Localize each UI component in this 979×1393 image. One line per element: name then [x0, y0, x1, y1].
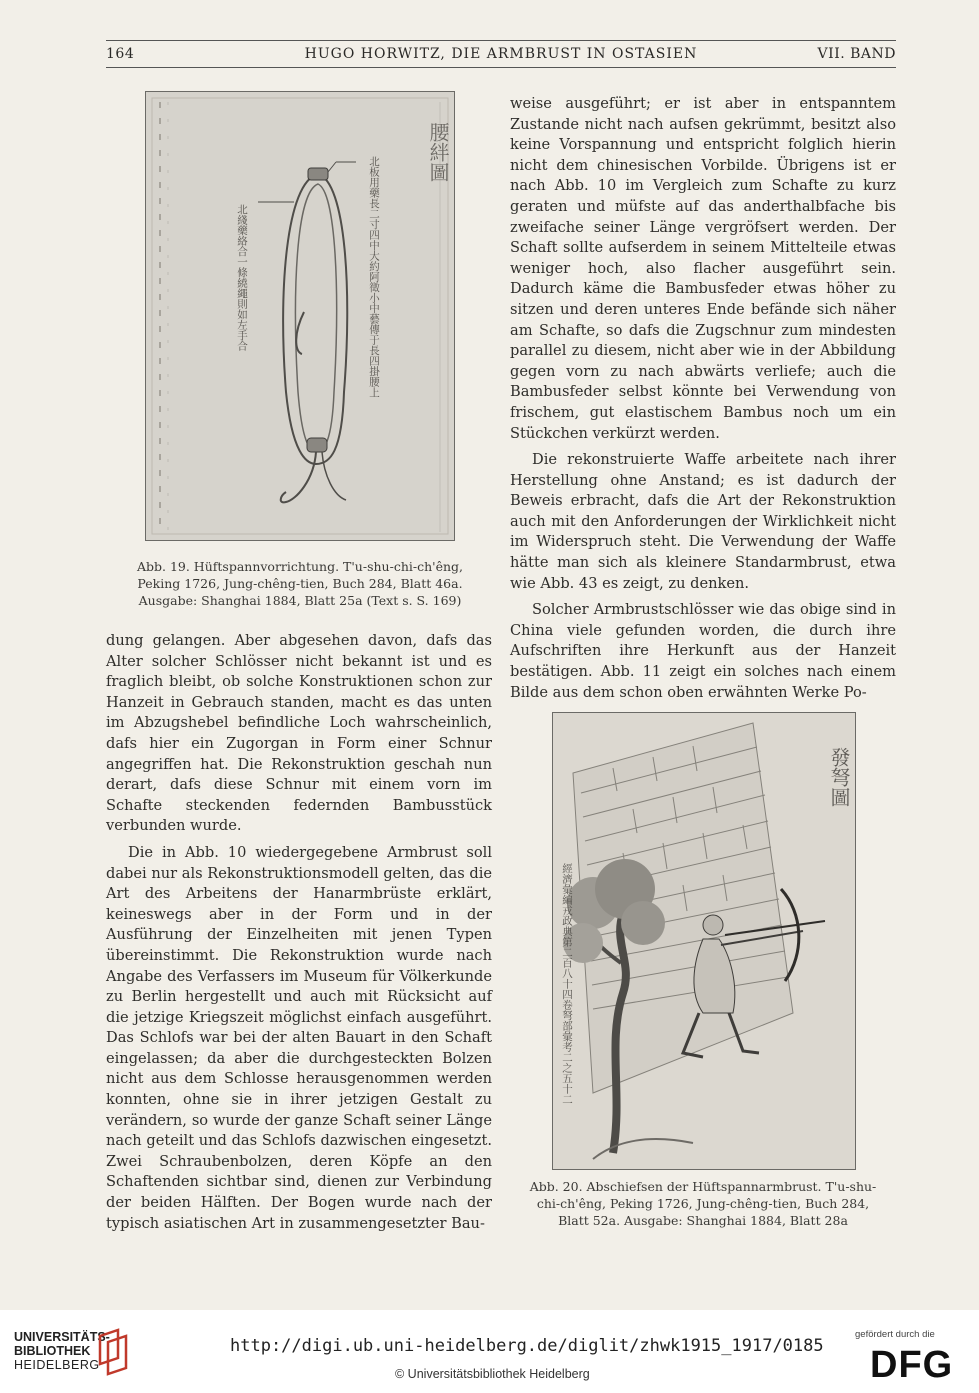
header-rule-bottom	[106, 67, 896, 68]
running-header	[106, 46, 896, 66]
caption-line: Abb. 20. Abschiefsen der Hüftspannarmbrust. T'u-shu-	[529, 1179, 877, 1194]
caption-line: Blatt 52a. Ausgabe: Shanghai 1884, Blatt 28a	[558, 1213, 848, 1228]
page-number: 164	[106, 46, 135, 62]
paragraph: Solcher Armbrustschlösser wie das obige sind in China viele gefunden worden, die durch ihre Aufschriften ihre Herkunft aus der Hanzeit bestätigen. Abb. 11 zeigt ein solches nach einem Bilde aus dem schon oben erwähnten Werke Po-	[510, 601, 896, 701]
fig20-title-inscription: 發弩圖	[827, 747, 851, 807]
fig19-left-inscription: 北綫藥絡合一條繞繩則如左手合	[236, 204, 248, 351]
library-emblem-icon	[96, 1328, 130, 1376]
paragraph: Die rekonstruierte Waffe arbeitete nach ihrer Herstellung ohne Anstand; es ist dadurch der Beweis erbracht, dafs die Art der Rekonstruktion auch mit den Anforderungen der Wirklichkeit nicht im Widerspruch steht. Die Verwendung der Waffe hätte man sich als kleinere Standarmbrust, etwa wie Abb. 43 es zeigt, zu denken.	[510, 451, 896, 592]
copyright-notice: © Universitätsbibliothek Heidelberg	[395, 1367, 590, 1381]
fig20-left-inscription: 經濟彙編戎政典第二百八十四卷弩部彙考二之五十二	[561, 863, 573, 1105]
figure-19-hip-spanning-device	[145, 91, 455, 541]
paragraph: dung gelangen. Aber abgesehen davon, dafs das Alter solcher Schlösser nicht bekannt ist und es fraglich bleibt, ob solche Konstruktionen schon zur Hanzeit in Gebrauch standen, macht es das unten im Abzugshebel befindliche Loch wahrscheinlich, dafs hier ein Zugorgan in Form einer Schnur angegriffen hat. Die Rekonstruktion geschah nun derart, dafs diese Schnur mit einem vorn im Schafte steckenden federnden Bambusstück verbunden wurde.	[106, 632, 492, 835]
fig19-right-inscription: 北板用藥長二寸四中大約阿徵小中藝傳于長四掛腰上	[368, 156, 380, 398]
fig19-title-inscription: 腰絆圖	[426, 122, 450, 182]
right-text-column	[510, 94, 896, 703]
paragraph: weise ausgeführt; er ist aber in entspanntem Zustande nicht nach aufsen gekrümmt, besitzt also keine Vorspannung und entspricht folglich hierin nicht dem chinesischen Vorbilde. Übrigens ist er nach Abb. 10 im Vergleich zum Schafte zu kurz geraten und müfste auf das anderthalbfache bis zweifache seiner Länge vergröfsert werden. Der Schaft sollte aufserdem in seinem Mittelteile etwas weniger hoch, also flacher ausgeführt sein. Dadurch käme die Bambusfeder etwas höher zu sitzen und deren unteres Ende befände sich näher am Schafte, so dafs die Zugschnur zum mindesten parallel zu diesem, nicht aber wie in der Abbildung gegen vorn zu nach abwärts verliefe; auch die Bambusfeder selbst könnte bei Verwendung von frischem, gut elastischem Bambus noch um ein Stückchen verkürzt werden.	[510, 95, 896, 442]
caption-line: Peking 1726, Jung-chêng-tien, Buch 284, Blatt 46a.	[137, 576, 463, 591]
caption-line: chi-ch'êng, Peking 1726, Jung-chêng-tien, Buch 284,	[536, 1196, 870, 1211]
header-rule-top	[106, 40, 896, 41]
figure-20-caption	[510, 1178, 896, 1229]
dfg-logo[interactable]: DFG	[870, 1344, 954, 1386]
caption-line: Ausgabe: Shanghai 1884, Blatt 25a (Text s. S. 169)	[138, 593, 462, 608]
volume-label: VII. BAND	[817, 46, 896, 62]
left-text-column	[106, 631, 492, 1234]
library-line: BIBLIOTHEK	[14, 1344, 91, 1358]
library-line: UNIVERSITÄTS-	[14, 1330, 110, 1344]
permalink-url[interactable]: http://digi.ub.uni-heidelberg.de/diglit/zhwk1915_1917/0185	[230, 1336, 824, 1356]
figure-20-archer-woodcut	[552, 712, 856, 1170]
running-title: HUGO HORWITZ, DIE ARMBRUST IN OSTASIEN	[304, 46, 698, 62]
paragraph: Die in Abb. 10 wiedergegebene Armbrust soll dabei nur als Rekonstruktionsmodell gelten, das die Art des Arbeitens der Hanarmbrüste erklärt, keineswegs aber in der Form und in der Ausführung der Einzelheiten mit jenen Typen übereinstimmt. Die Rekonstruktion wurde nach Angabe des Verfassers im Museum für Völkerkunde zu Berlin hergestellt und auch mit Rücksicht auf die jetzige Kriegszeit möglichst einfach ausgeführt. Das Schlofs war bei der alten Bauart in den Schaft eingelassen; da aber die durchgesteckten Bolzen nicht aus dem Schlosse herausgenommen werden konnten, ohne sie in ihrer jetzigen Gestalt zu verändern, so wurde der ganze Schaft seiner Länge nach geteilt und das Schlofs dazwischen eingesetzt. Zwei Schraubenbolzen, deren Köpfe an den Schaftenden sichtbar sind, dienen zur Verbindung der beiden Hälften. Der Bogen wurde nach der typisch asiatischen Art in zusammengesetzter Bau-	[106, 843, 492, 1232]
figure-19-caption	[106, 558, 494, 609]
library-line: HEIDELBERG	[14, 1358, 100, 1372]
funded-by-label: gefördert durch die	[855, 1329, 935, 1340]
archer-illustration	[553, 713, 855, 1169]
hip-belt-illustration	[146, 92, 454, 540]
caption-line: Abb. 19. Hüftspannvorrichtung. T'u-shu-chi-ch'êng,	[136, 559, 464, 574]
